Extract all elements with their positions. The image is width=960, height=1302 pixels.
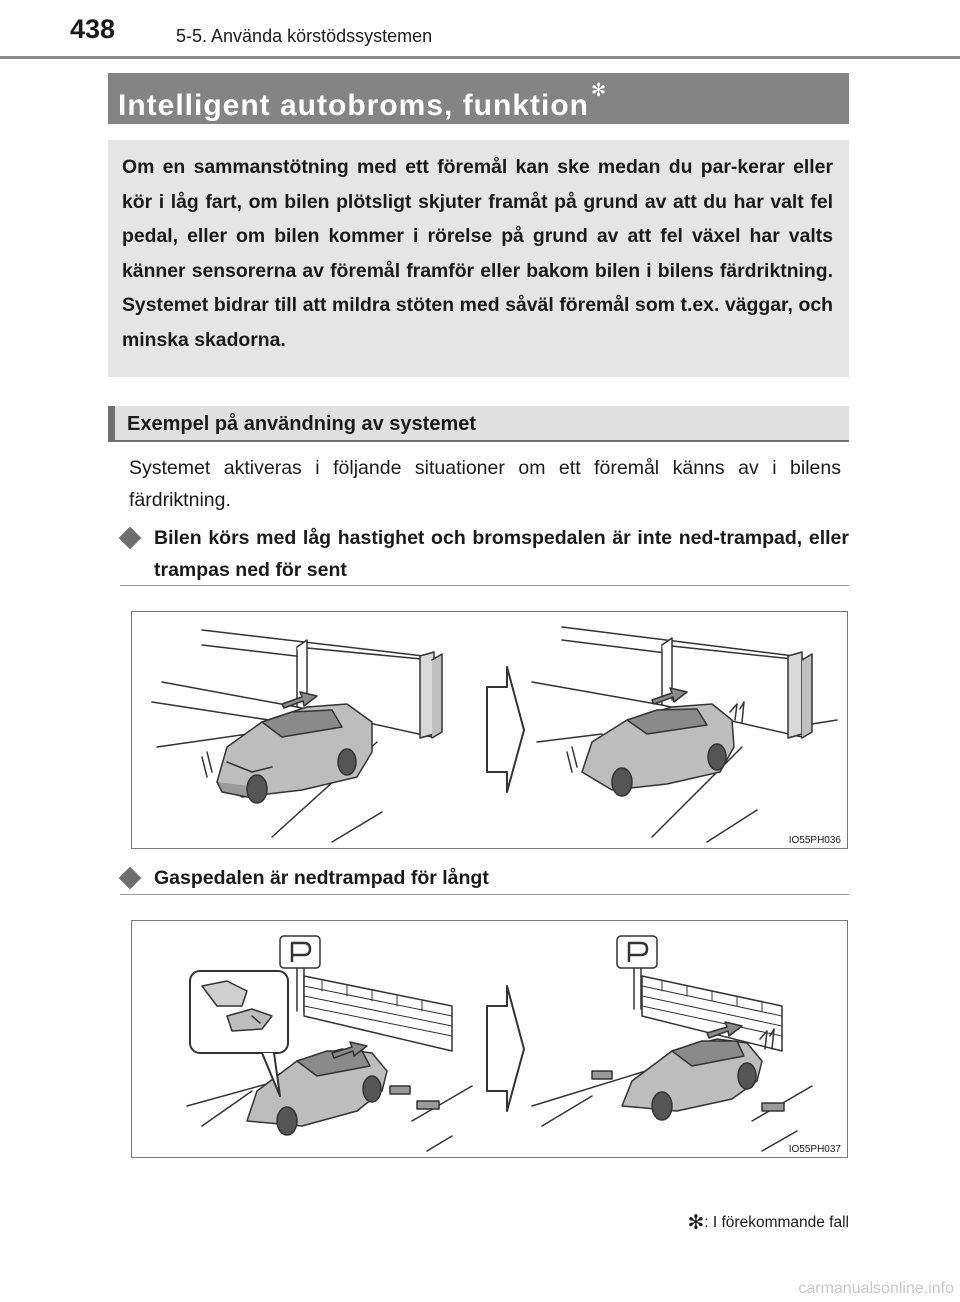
case-heading-1-text: Bilen körs med låg hastighet och bromspedalen är inte ned-trampad, eller trampas ned för sent — [154, 527, 849, 581]
section-subheading: Exempel på användning av systemet — [108, 406, 849, 442]
pedal-inset — [190, 971, 288, 1096]
diamond-bullet-icon — [119, 527, 142, 550]
section-label: 5-5. Använda körstödssystemen — [176, 26, 433, 46]
transition-arrow — [487, 667, 524, 792]
case-heading-2 — [120, 862, 849, 895]
watermark: carmanualsonline.info — [798, 1280, 954, 1297]
figure-parking-acceleration — [131, 920, 848, 1158]
optional-marker-icon: ✻ — [590, 80, 608, 100]
page-title-text: Intelligent autobroms, funktion — [118, 89, 589, 122]
wall-collision-illustration — [132, 612, 847, 848]
case-heading-2-text: Gaspedalen är nedtrampad för långt — [154, 867, 489, 889]
transition-arrow-2 — [487, 986, 524, 1111]
car-right — [567, 702, 744, 796]
diamond-bullet-icon — [119, 867, 142, 890]
optional-marker-icon: ✻ — [687, 1212, 705, 1234]
header-rule — [0, 56, 960, 59]
parking-acceleration-illustration — [132, 921, 847, 1157]
figure-code: IO55PH036 — [788, 835, 841, 846]
case-heading-1 — [120, 522, 849, 586]
figure-code: IO55PH037 — [788, 1144, 841, 1155]
intro-box: Om en sammanstötning med ett föremål kan ske medan du par-kerar eller kör i låg fart, om bilen plötsligt skjuter framåt på grund av att du har valt fel pedal, eller om bilen kommer i rörelse på grund av att fel växel har valts känner sensorerna av föremål framför eller bakom bilen i bilens färdriktning. Systemet bidrar till att mildra stöten med såväl föremål som t.ex. väggar, och minska skadorna. — [108, 140, 849, 377]
brick-wall-left — [304, 976, 452, 1051]
car-left — [202, 704, 372, 803]
page-number: 438 — [70, 14, 116, 44]
body-text: Systemet aktiveras i följande situationer om ett föremål känns av i bilens färdriktning. — [129, 457, 841, 511]
page-title — [108, 73, 849, 124]
footnote — [688, 1210, 850, 1235]
footnote-text: : I förekommande fall — [704, 1214, 849, 1231]
figure-wall-collision — [131, 611, 848, 849]
